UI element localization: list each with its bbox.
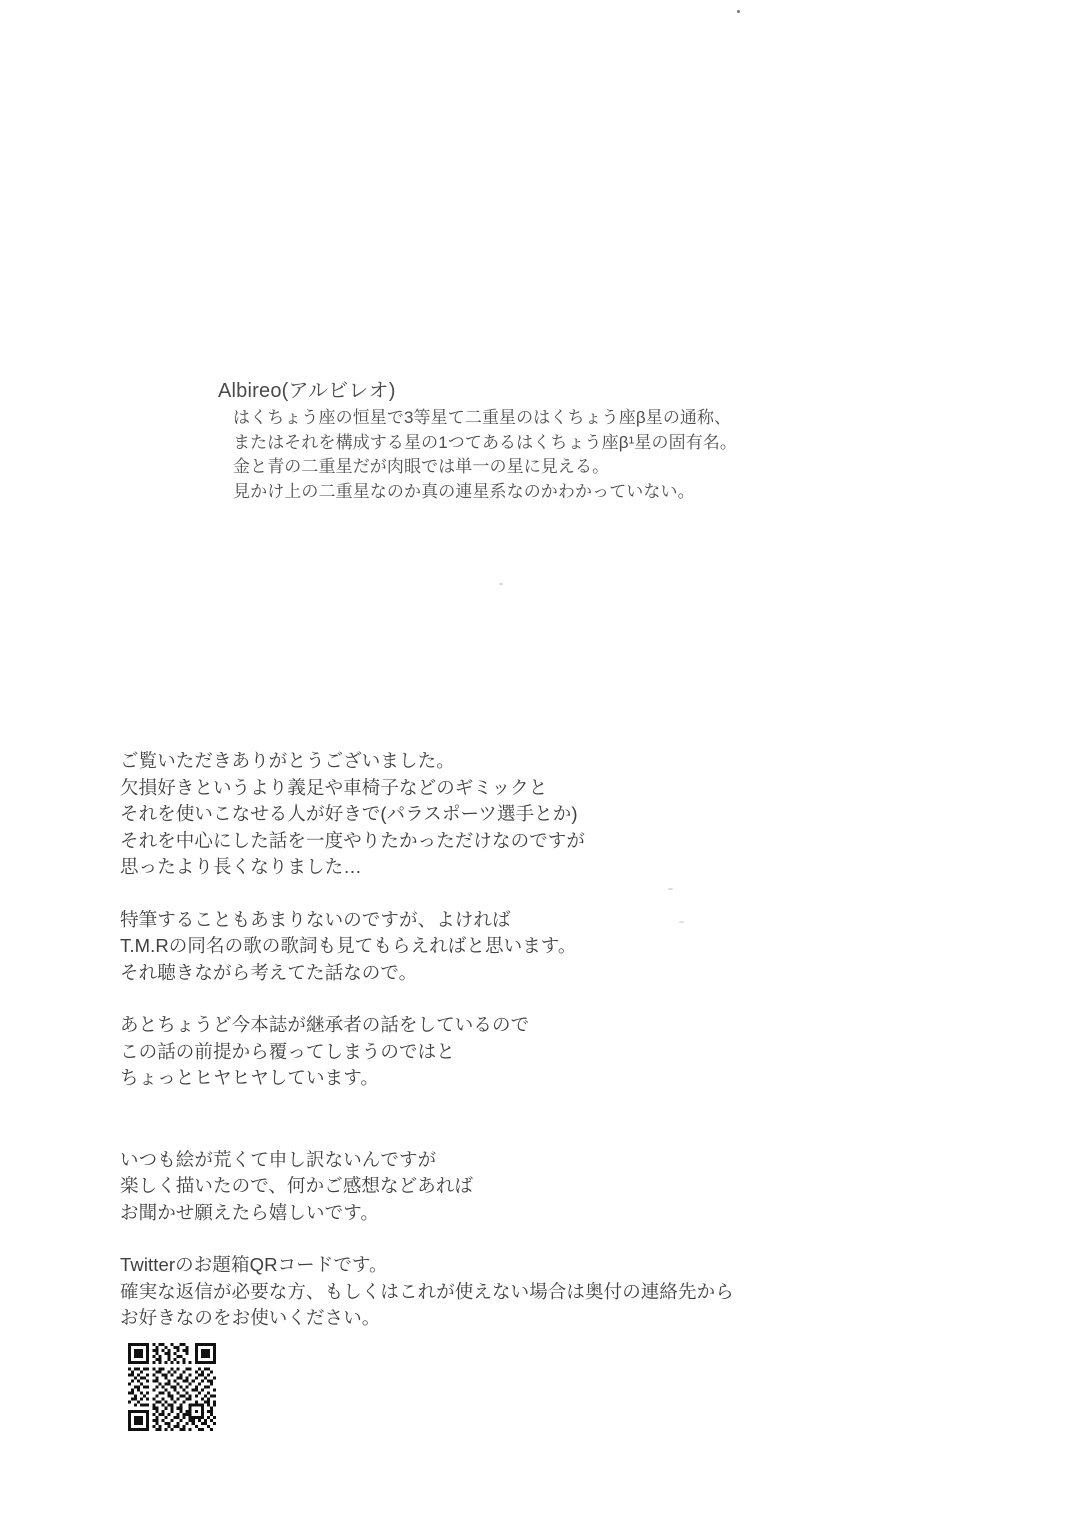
afterword-line: 楽しく描いたので、何かご感想などあれば	[120, 1175, 474, 1196]
afterword-text	[120, 748, 1000, 1332]
glossary-block	[218, 377, 1018, 504]
qr-code-icon[interactable]	[128, 1343, 216, 1431]
afterword-line: それ聴きながら考えてた話なので。	[120, 961, 418, 983]
top-dot-mark	[737, 10, 740, 13]
glossary-description	[218, 406, 1018, 504]
glossary-line: またはそれを構成する星の1つてあるはくちょう座β¹星の固有名。	[233, 432, 737, 452]
afterword-line: 確実な返信が必要な方、もしくはこれが使えない場合は奥付の連絡先から	[120, 1280, 734, 1302]
afterword-line: お聞かせ願えたら嬉しいです。	[120, 1201, 379, 1223]
afterword-line: それを中心にした話を一度やりたかっただけなのですが	[120, 829, 586, 851]
afterword-line: この話の前提から覆ってしまうのではと	[120, 1040, 455, 1062]
afterword-line: お好きなのをお使いください。	[120, 1307, 381, 1328]
glossary-line: 見かけ上の二重星なのか真の連星系なのかわかっていない。	[233, 481, 695, 501]
faint-mark-a	[499, 583, 503, 585]
afterword-line: 欠損好きというより義足や車椅子などのギミックと	[120, 776, 548, 798]
afterword-line: Twitterのお題箱QRコードです。	[120, 1254, 388, 1275]
afterword-line: それを使いこなせる人が好きで(パラスポーツ選手とか)	[120, 803, 578, 824]
afterword-line: いつも絵が荒くて申し訳ないんですが	[120, 1148, 437, 1170]
afterword-line: 特筆することもあまりないのですが、よければ	[120, 908, 511, 930]
glossary-line: はくちょう座の恒星で3等星て二重星のはくちょう座β星の通称、	[233, 408, 732, 427]
glossary-line: 金と青の二重星だが肉眼では単一の星に見える。	[233, 457, 610, 476]
afterword-line: ご覧いただきありがとうございました。	[120, 750, 455, 771]
afterword-line: T.M.Rの同名の歌の歌詞も見てもらえればと思います。	[120, 935, 577, 956]
glossary-term: Albireo(アルビレオ)	[218, 380, 396, 402]
afterword-line: あとちょうど今本誌が継承者の話をしているので	[120, 1014, 530, 1035]
afterword-line: ちょっとヒヤヒヤしています。	[120, 1067, 379, 1088]
afterword-line: 思ったより長くなりました…	[120, 856, 362, 877]
